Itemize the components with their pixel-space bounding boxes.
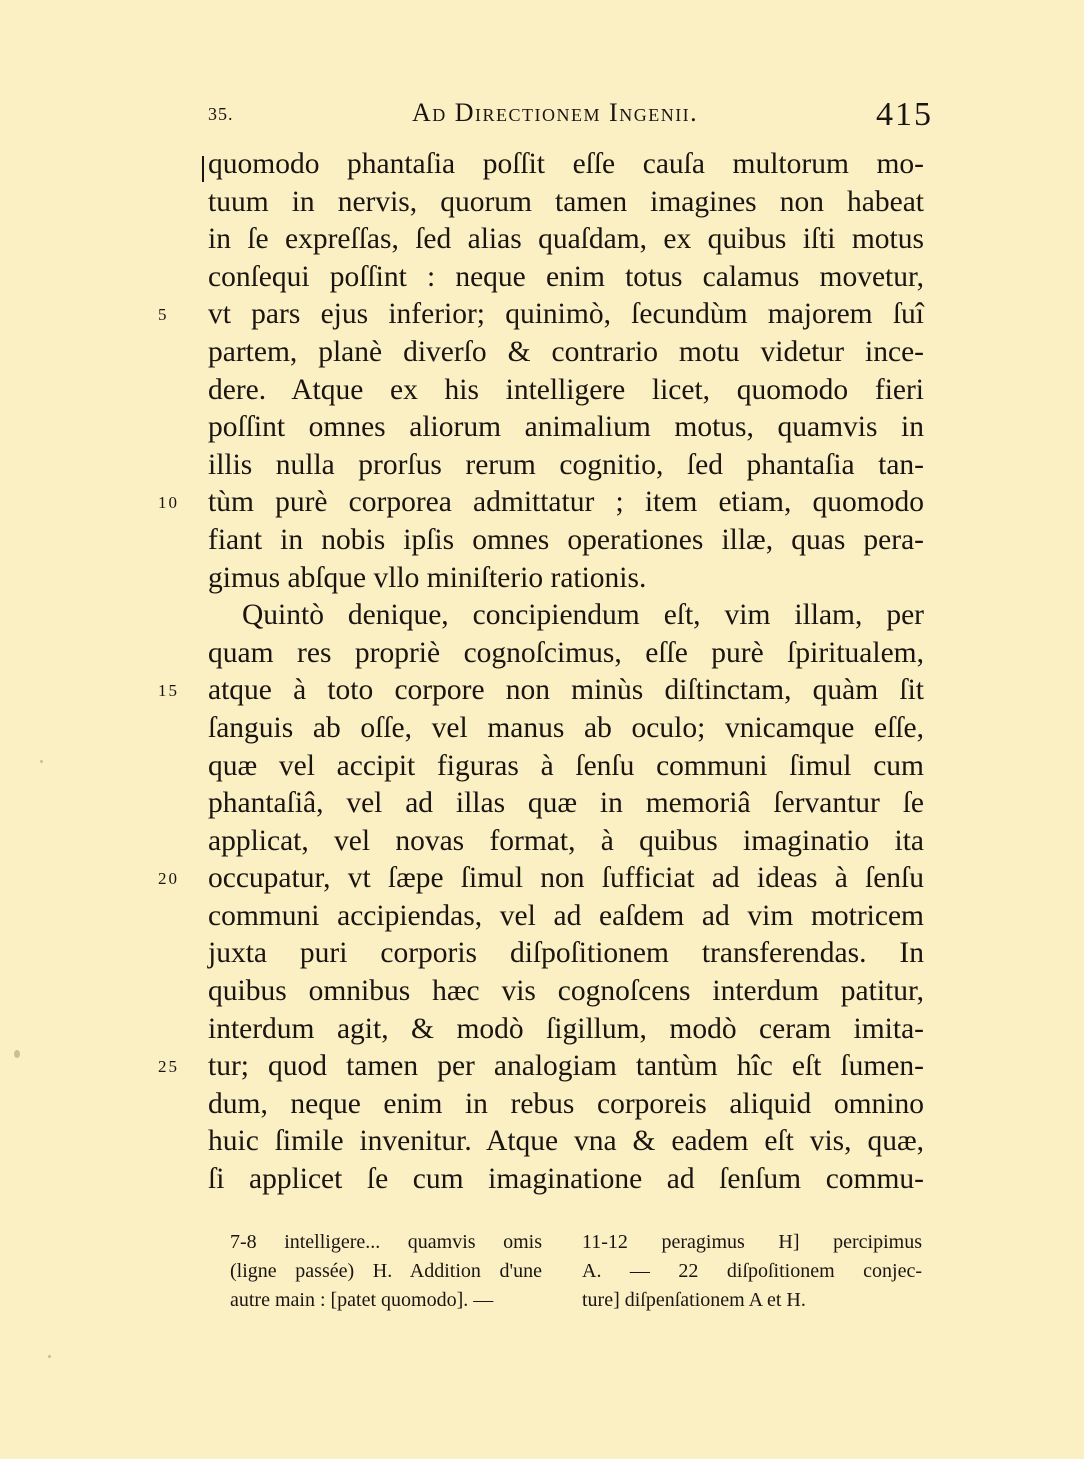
footnote-line: ture] diſpenſationem A et H.	[582, 1289, 806, 1311]
line-number: 25	[158, 1057, 179, 1077]
footnote-line: A. — 22 diſpoſitionem conjec-	[582, 1260, 922, 1282]
text-line: quomodo phantaſia poſſit eſſe cauſa multorum mo-	[208, 146, 924, 184]
text-line: illis nulla prorſus rerum cognitio, ſed phantaſia tan-	[208, 448, 924, 481]
text-line: huic ſimile invenitur. Atque vna & eadem eſt vis, quæ,	[208, 1125, 924, 1158]
text-line: gimus abſque vllo miniſterio rationis.	[208, 561, 647, 594]
text-line: dum, neque enim in rebus corporeis aliquid omnino	[208, 1087, 924, 1120]
text-line: Quintò denique, concipiendum eſt, vim illam, per	[242, 599, 924, 632]
text-line: fiant in nobis ipſis omnes operationes illæ, quas pera-	[208, 523, 924, 556]
footnote-line: autre main : [patet quomodo]. —	[230, 1289, 494, 1311]
text-line	[158, 296, 924, 334]
text-line	[158, 672, 924, 710]
paper-speck	[48, 1355, 51, 1358]
text-line: phantaſiâ, vel ad illas quæ in memoriâ ſervantur ſe	[208, 787, 924, 820]
text-line-content: occupatur, vt ſæpe ſimul non ſufficiat ad ideas à ſenſu	[208, 862, 924, 895]
text-line	[158, 1048, 924, 1086]
text-line-content: vt pars ejus inferior; quinimò, ſecundùm majorem ſuî	[208, 298, 924, 331]
text-line: applicat, vel novas format, à quibus imaginatio ita	[208, 824, 924, 857]
running-header	[0, 98, 1084, 138]
running-title: Ad Directionem Ingenii.	[412, 98, 699, 127]
line-number: 20	[158, 869, 179, 889]
text-line: in ſe expreſſas, ſed alias quaſdam, ex quibus iſti motus	[208, 223, 924, 256]
text-line-content: atque à toto corpore non minùs diſtinctam, quàm ſit	[208, 674, 924, 707]
line-number: 15	[158, 681, 179, 701]
footnote-line: 11-12 peragimus H] percipimus	[582, 1231, 922, 1253]
text-line: dere. Atque ex his intelligere licet, quomodo fieri	[208, 373, 924, 406]
footnote-line: 7-8 intelligere... quamvis omis	[230, 1231, 542, 1253]
text-line: interdum agit, & modò ſigillum, modò ceram imita-	[208, 1012, 924, 1045]
text-line: juxta puri corporis diſpoſitionem transferendas. In	[208, 937, 924, 970]
line-number: 10	[158, 493, 179, 513]
text-line-content: tur; quod tamen per analogiam tantùm hîc eſt ſumen-	[208, 1050, 924, 1083]
text-line: conſequi poſſint : neque enim totus calamus movetur,	[208, 260, 924, 293]
page-number: 415	[876, 96, 933, 133]
section-number: 35.	[208, 104, 234, 124]
text-line: communi accipiendas, vel ad eaſdem ad vim motricem	[208, 899, 924, 932]
footnote-column-right	[582, 1228, 922, 1315]
footnote-line: (ligne passée) H. Addition d'une	[230, 1260, 542, 1282]
text-line	[158, 860, 924, 898]
text-line: ſi applicet ſe cum imaginatione ad ſenſum commu-	[208, 1163, 924, 1196]
paper-speck	[40, 760, 43, 763]
text-line	[158, 484, 924, 522]
text-line: tuum in nervis, quorum tamen imagines non habeat	[208, 185, 924, 218]
text-line: partem, planè diverſo & contrario motu videtur ince-	[208, 335, 924, 368]
text-line: quam res propriè cognoſcimus, eſſe purè ſpiritualem,	[208, 636, 924, 669]
line-number: 5	[158, 305, 169, 325]
text-line: quæ vel accipit figuras à ſenſu communi ſimul cum	[208, 749, 924, 782]
text-line: ſanguis ab oſſe, vel manus ab oculo; vnicamque eſſe,	[208, 711, 924, 744]
footnote-column-left	[230, 1228, 542, 1315]
paper-speck	[14, 1050, 20, 1058]
text-line-content: tùm purè corporea admittatur ; item etiam, quomodo	[208, 486, 924, 519]
text-line: quibus omnibus hæc vis cognoſcens interdum patitur,	[208, 975, 924, 1008]
main-text	[158, 146, 924, 1199]
text-line: poſſint omnes aliorum animalium motus, quamvis in	[208, 411, 924, 444]
